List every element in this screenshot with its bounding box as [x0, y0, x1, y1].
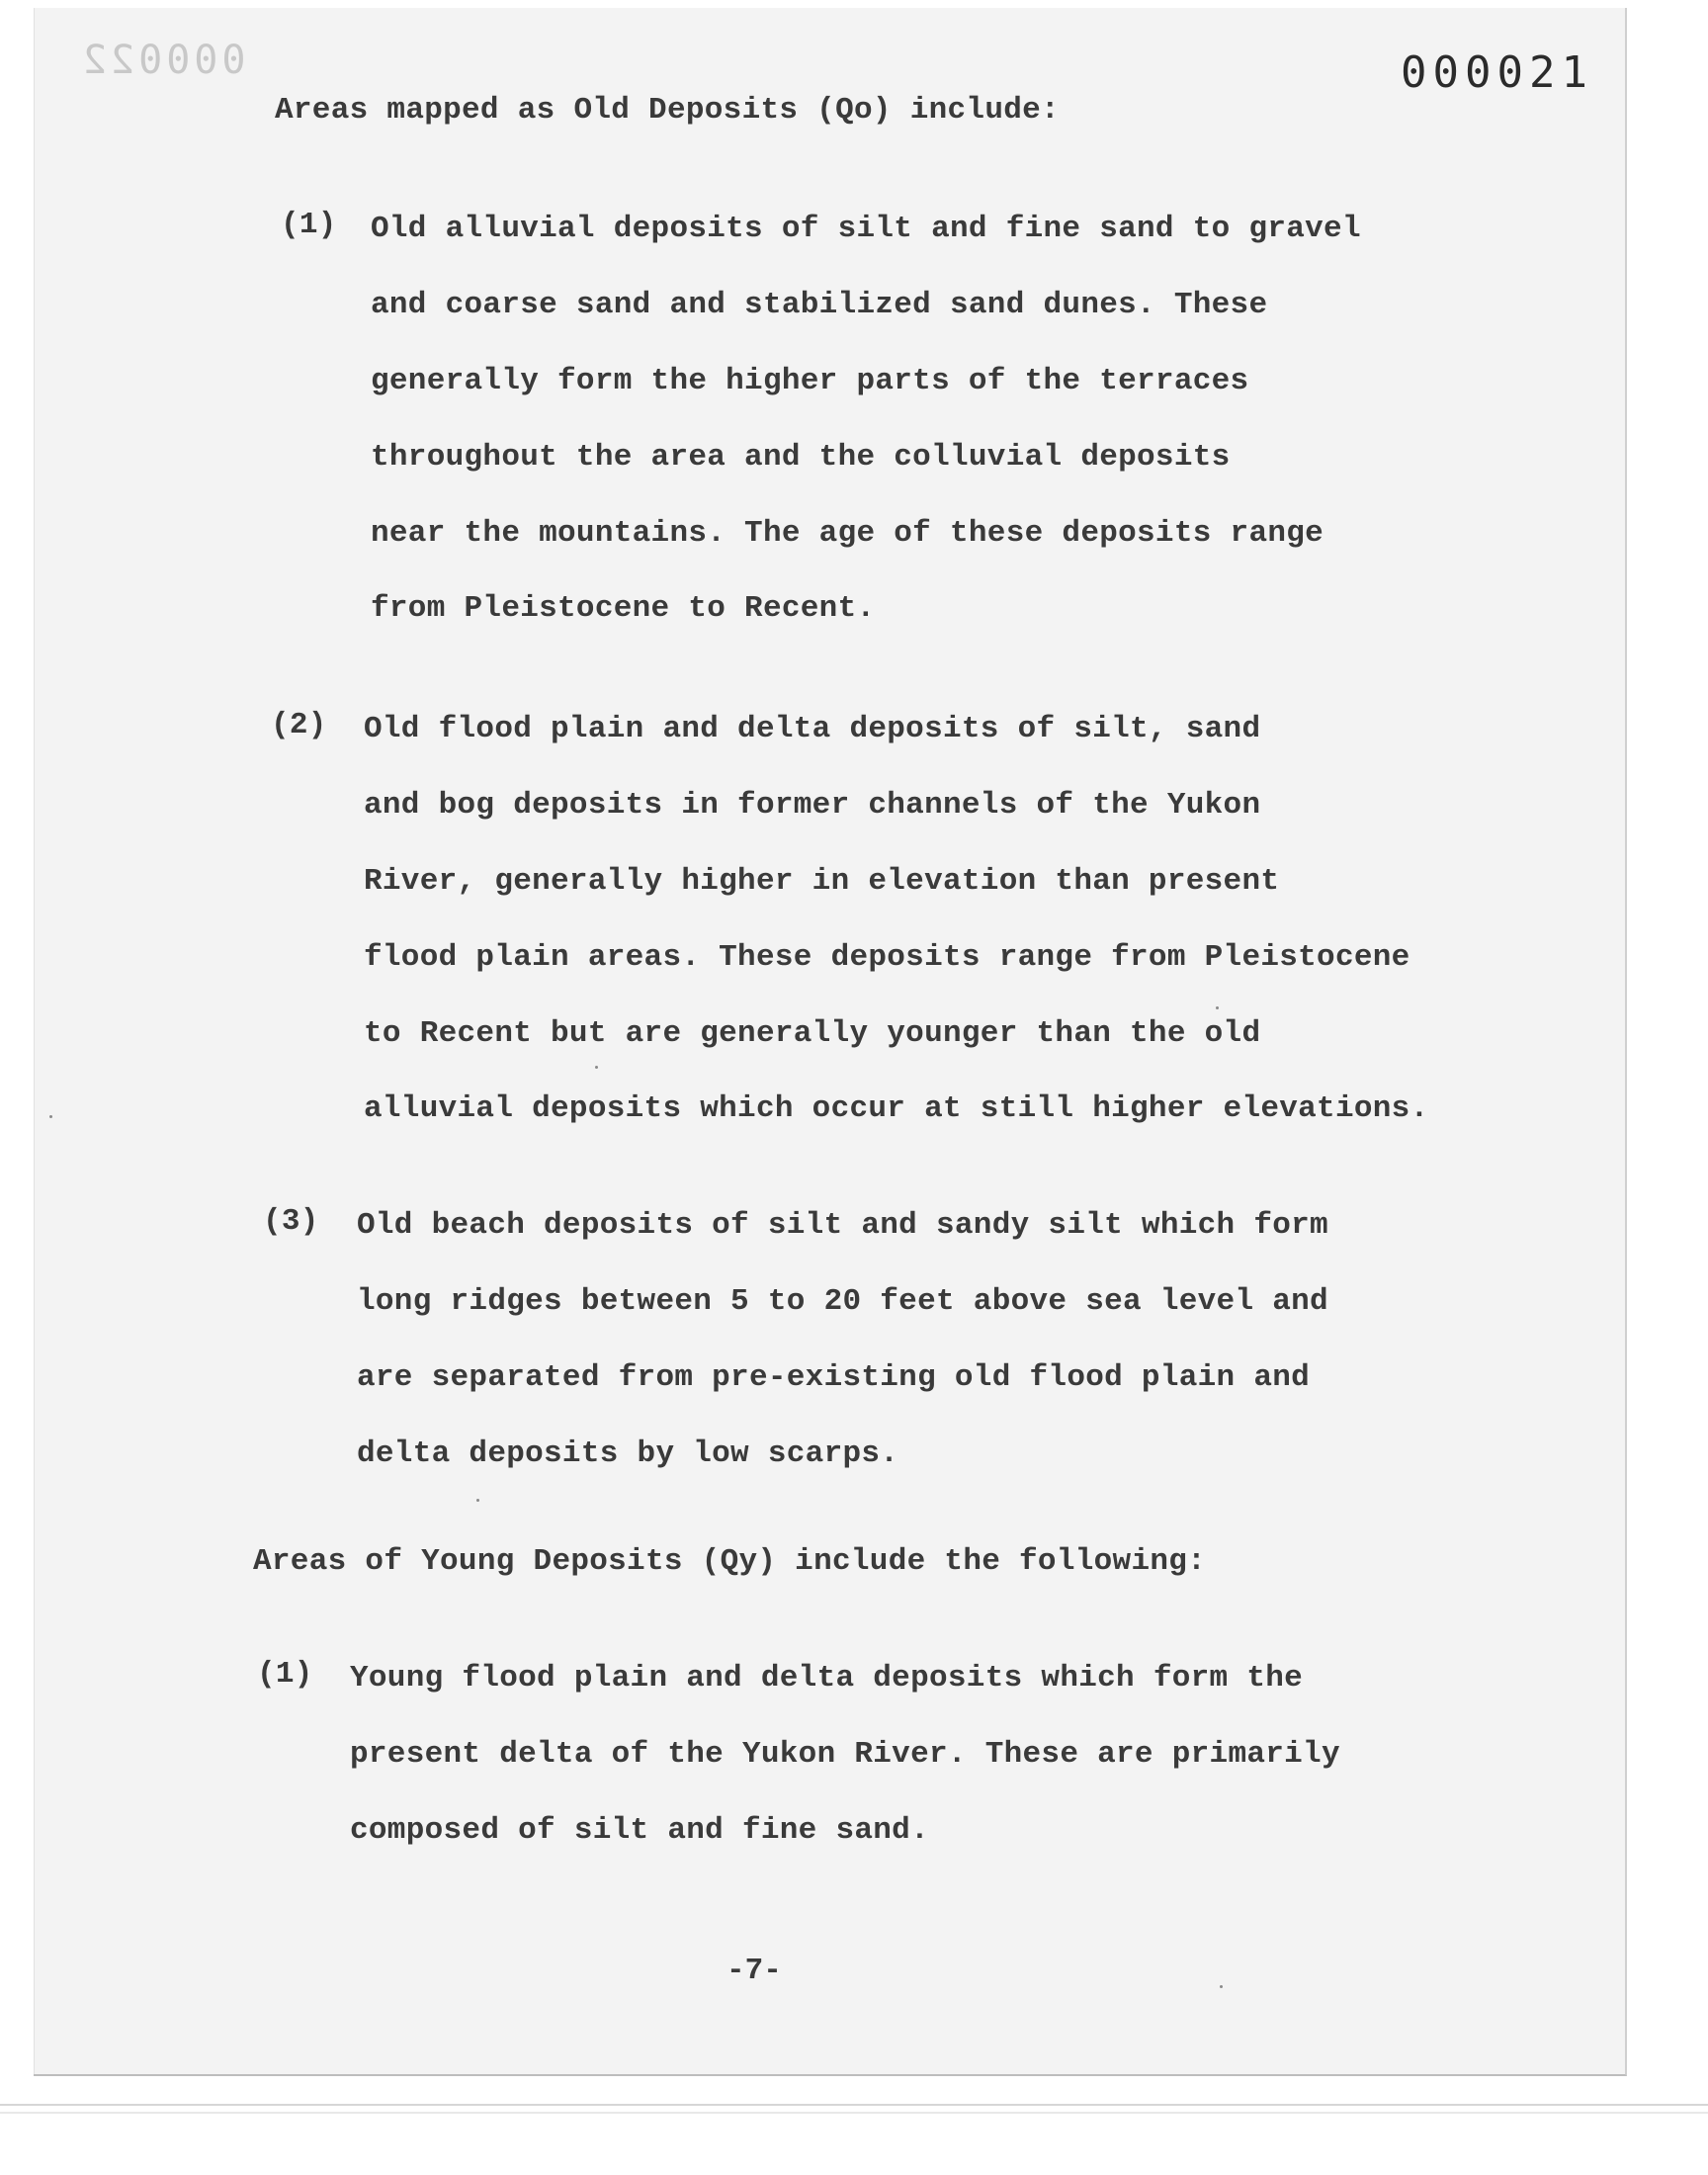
paragraph-line: near the mountains. The age of these deposits range [371, 516, 1324, 551]
paragraph-line: present delta of the Yukon River. These are primarily [350, 1737, 1340, 1772]
scan-edge-line [0, 2104, 1708, 2106]
paragraph-line: and bog deposits in former channels of the Yukon [364, 788, 1261, 823]
paragraph-line: Old alluvial deposits of silt and fine sand to gravel [371, 212, 1361, 246]
paragraph-line: throughout the area and the colluvial deposits [371, 440, 1231, 475]
scan-speck [1220, 1985, 1223, 1988]
old-deposits-heading: Areas mapped as Old Deposits (Qo) include: [275, 93, 1060, 128]
bleed-through-number: 000022 [79, 38, 246, 83]
paragraph-line: and coarse sand and stabilized sand dunes. These [371, 288, 1268, 322]
document-page [34, 8, 1627, 2076]
young-deposits-heading: Areas of Young Deposits (Qy) include the following: [253, 1544, 1207, 1579]
scan-speck [595, 1066, 598, 1069]
scan-speck [49, 1115, 52, 1118]
paragraph-line: long ridges between 5 to 20 feet above sea level and [357, 1284, 1328, 1319]
scan-speck [476, 1499, 479, 1502]
list-marker: (1) [257, 1657, 313, 1692]
page-edge [34, 8, 35, 2074]
paragraph-line: Old beach deposits of silt and sandy silt which form [357, 1208, 1328, 1243]
paragraph-line: Old flood plain and delta deposits of silt, sand [364, 712, 1261, 746]
paragraph-line: from Pleistocene to Recent. [371, 591, 876, 626]
scan-speck [1216, 1006, 1219, 1009]
paragraph-line: are separated from pre-existing old flood plain and [357, 1360, 1311, 1395]
paragraph-line: flood plain areas. These deposits range from Pleistocene [364, 940, 1410, 975]
list-marker: (1) [281, 208, 337, 242]
paragraph-line: to Recent but are generally younger than the old [364, 1016, 1261, 1051]
paragraph-line: River, generally higher in elevation than present [364, 864, 1280, 899]
paragraph-line: alluvial deposits which occur at still higher elevations. [364, 1091, 1429, 1126]
list-marker: (2) [271, 708, 327, 742]
paragraph-line: composed of silt and fine sand. [350, 1813, 929, 1848]
paragraph-line: Young flood plain and delta deposits which form the [350, 1661, 1304, 1696]
scan-edge-line [0, 2112, 1708, 2114]
paragraph-line: generally form the higher parts of the terraces [371, 364, 1249, 398]
list-marker: (3) [263, 1204, 319, 1239]
paragraph-line: delta deposits by low scarps. [357, 1436, 899, 1471]
document-number-stamp: 000021 [1401, 47, 1593, 98]
page-number: -7- [726, 1954, 782, 1988]
